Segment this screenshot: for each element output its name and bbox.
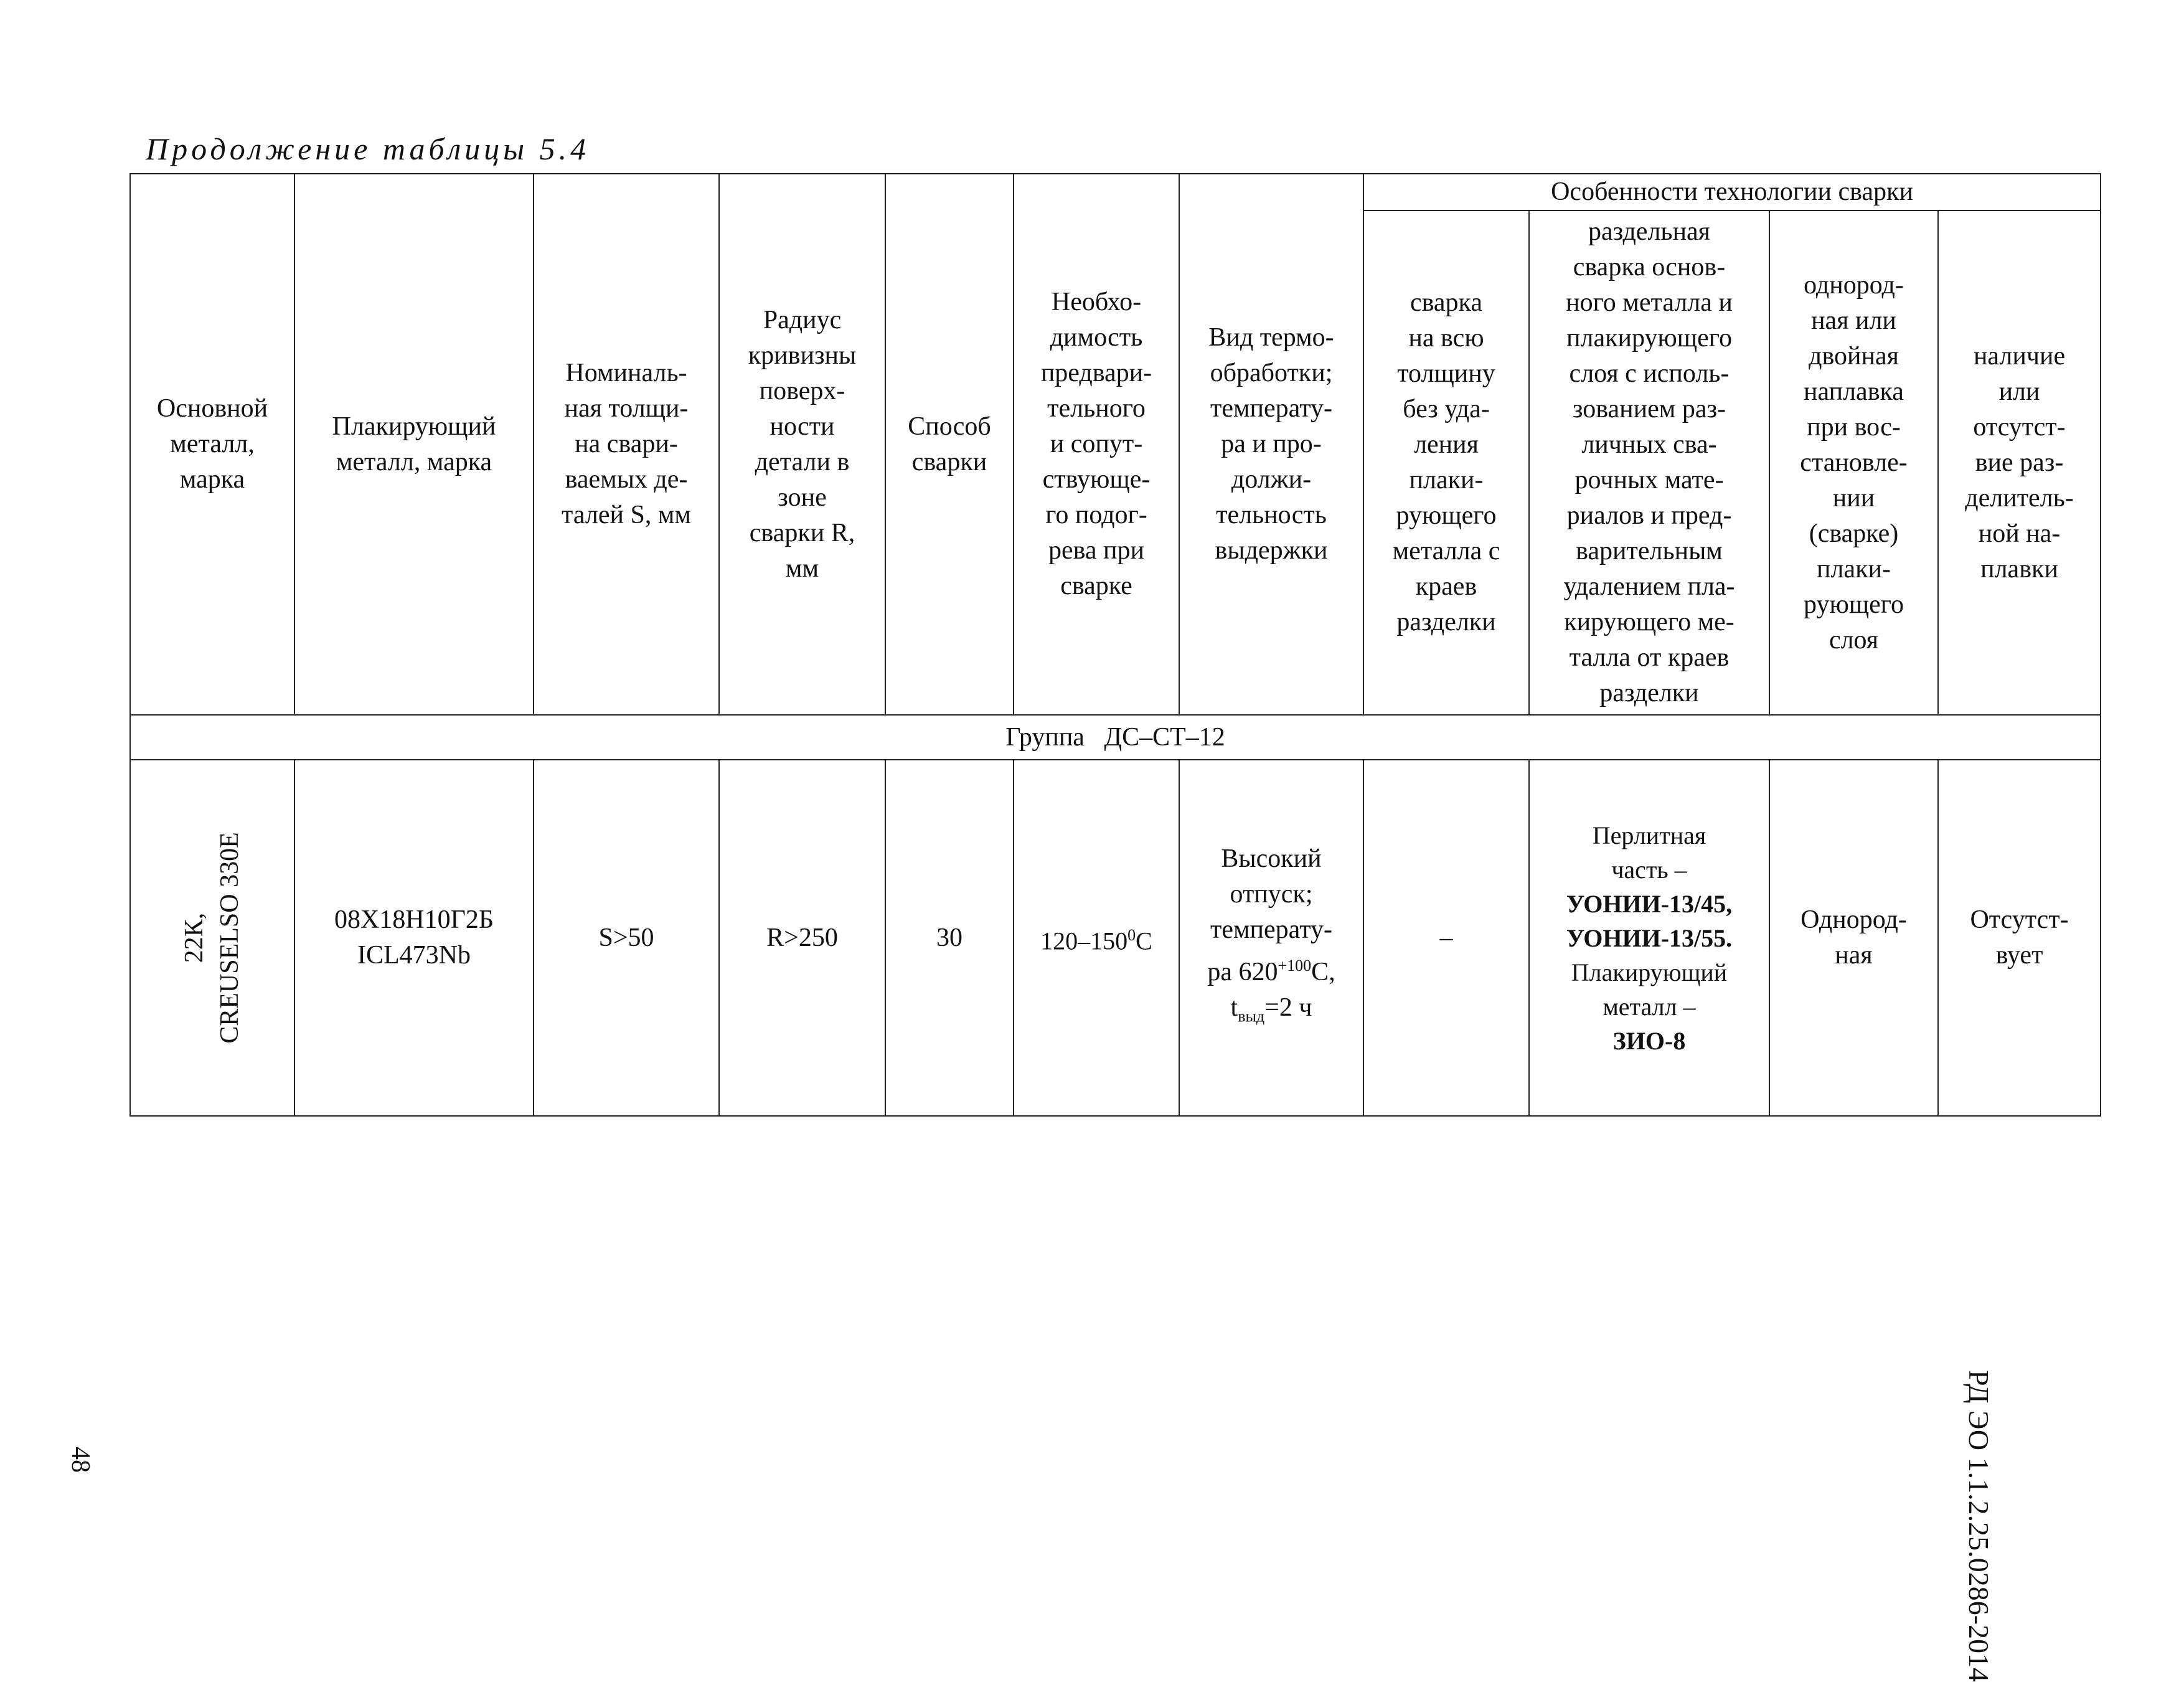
text-line: ная или [1811,306,1896,335]
text-line: обработки; [1210,359,1333,387]
text-line: Однород- [1800,905,1907,934]
cell-preheat [1014,760,1179,1116]
text-line: ваемых де- [565,465,688,494]
text-line: вует [1995,941,2043,970]
text-line: ра и про- [1221,430,1322,458]
text-line: Плакирующий [332,412,496,441]
cell-divider-overlay [1938,760,2101,1116]
text-line: однород- [1804,270,1904,300]
group-row [130,715,2101,760]
page-number: 48 [66,1447,95,1473]
text-line: слоя [1829,625,1879,654]
text-line: УОНИИ-13/45, [1566,889,1733,918]
text-line: или [1998,377,2040,406]
text-line: (сварке) [1809,519,1899,548]
preheat-degree: 0 [1127,925,1136,944]
text-line: Радиус [763,305,842,334]
text-line: 08Х18Н10Г2Б [334,905,494,934]
text-line: металла с [1392,537,1500,565]
header-divider-overlay [1938,210,2101,715]
text-line: зованием раз- [1572,395,1726,423]
text-line: рующего [1396,501,1497,530]
text-line: сварка основ- [1573,253,1726,281]
cell-thickness: S>50 [534,760,719,1116]
text-line: рева при [1048,536,1144,565]
text-line: CREUSELSO 330E [215,832,244,1044]
text-line: ного металла и [1566,288,1733,317]
welding-table [129,173,2101,1117]
text-line: плакирующего [1566,324,1732,352]
text-line: металл, марка [336,447,492,476]
text-line: Плакирующий [1571,958,1728,986]
text-line: на свари- [575,430,678,458]
text-line: отсутст- [1973,412,2066,442]
text-line: сварки R, [749,518,855,547]
table-caption: Продолжение таблицы 5.4 [146,131,590,166]
header-technology-group: Особенности технологии сварки [1363,174,2101,210]
header-base-metal [130,174,294,715]
hold-value: =2 ч [1264,993,1312,1023]
text-line: Номиналь- [565,359,687,387]
text-line: ЗИО-8 [1612,1026,1686,1055]
text-line: раздельная [1588,217,1711,246]
text-line: личных сва- [1581,430,1717,459]
table-row [130,760,2101,1116]
cell-uniform-overlay [1769,760,1938,1116]
cell-method: 30 [885,760,1014,1116]
document-code: РД ЭО 1.1.2.25.0286-2014 [1963,1370,1995,1682]
text-line: должи- [1231,465,1312,494]
text-line: ности [770,412,835,441]
text-line: талла от краев [1569,643,1730,672]
header-separate-welding [1529,210,1769,715]
header-method [885,174,1014,715]
heat-line-3: температу- [1210,915,1333,945]
text-line: температу- [1210,394,1333,423]
text-line: без уда- [1403,395,1490,423]
text-line: сварка [1410,288,1482,317]
text-line: риалов и пред- [1566,501,1732,530]
text-line: Вид термо- [1208,323,1334,352]
text-line: толщину [1397,359,1495,388]
text-line: талей S, мм [562,501,691,529]
text-line: рочных мате- [1574,466,1724,494]
text-line: кривизны [748,341,857,370]
text-line: сварке [1060,572,1132,600]
heat-line-5 [1185,990,1358,1034]
heat-line-1: Высокий [1221,844,1322,874]
text-line: часть – [1611,855,1687,884]
temp-tolerance: +100 [1278,957,1312,975]
text-line: кирующего ме- [1564,608,1734,636]
temp-value: ра 620 [1207,958,1278,987]
hold-symbol: t [1230,993,1238,1023]
text-line: двойная [1809,341,1899,371]
text-line: металл – [1603,992,1696,1021]
text-line: разделки [1599,679,1699,707]
text-line: Необхо- [1051,288,1142,316]
text-line: слоя с исполь- [1569,359,1730,388]
text-line: варительным [1576,537,1723,565]
text-line: сварки [911,447,987,476]
text-line: плавки [1980,554,2058,584]
text-line: ной на- [1978,519,2061,548]
text-line: УОНИИ-13/55. [1566,924,1733,952]
header-heat-treatment [1179,174,1363,715]
text-line: го подог- [1045,501,1147,529]
text-line: Основной [156,394,268,423]
text-line: ная [1835,941,1873,970]
cell-separate-welding [1529,760,1769,1116]
text-line: Способ [908,412,991,441]
text-line: зоне [778,483,827,512]
text-line: Отсутст- [1970,905,2069,934]
text-line: димость [1050,323,1143,352]
header-full-thickness [1363,210,1529,715]
temp-unit: С, [1311,958,1335,987]
text-line: тельность [1216,501,1327,529]
text-line: и сопут- [1050,430,1143,458]
text-line: выдержки [1215,536,1328,565]
hold-subscript: выд [1238,1007,1265,1026]
header-thickness [534,174,719,715]
text-line: рующего [1804,590,1904,619]
base-metal-rotated [177,832,248,1044]
text-line: делитель- [1965,483,2074,513]
text-line: наличие [1973,341,2066,371]
header-uniform-overlay [1769,210,1938,715]
heat-line-2: отпуск; [1230,880,1313,909]
text-line: мм [785,554,819,583]
cell-clad-metal [294,760,534,1116]
text-line: предвари- [1040,359,1152,387]
header-clad-metal [294,174,534,715]
text-line: ная толщи- [564,394,689,423]
text-line: ления [1414,430,1479,459]
text-line: разделки [1396,608,1496,636]
text-line: ICL473Nb [357,941,471,970]
header-preheat [1014,174,1179,715]
text-line: становле- [1800,448,1908,477]
text-line: вие раз- [1975,448,2064,477]
text-line: 22К, [180,912,209,963]
text-line: удалением пла- [1563,572,1735,601]
text-line: Перлитная [1592,821,1706,849]
text-line: нии [1832,483,1875,513]
text-line: при вос- [1807,412,1901,442]
cell-radius: R>250 [719,760,885,1116]
text-line: плаки- [1817,554,1891,584]
heat-line-4 [1185,948,1358,990]
text-line: плаки- [1409,466,1484,494]
text-line: наплавка [1804,377,1904,406]
text-line: краев [1415,572,1477,601]
text-line: тельного [1047,394,1146,423]
text-line: детали в [755,447,850,476]
cell-heat-treatment [1179,760,1363,1116]
header-radius [719,174,885,715]
text-line: металл, [170,430,255,458]
preheat-value: 120–150 [1040,927,1128,955]
text-line: на всю [1408,324,1484,352]
cell-base-metal [130,760,294,1116]
cell-full-thickness: – [1363,760,1529,1116]
text-line: ствующе- [1042,465,1151,494]
text-line: поверх- [759,376,845,405]
group-label: Группа ДС–СТ–12 [1005,722,1225,752]
preheat-unit: С [1136,927,1152,955]
text-line: марка [179,465,245,494]
